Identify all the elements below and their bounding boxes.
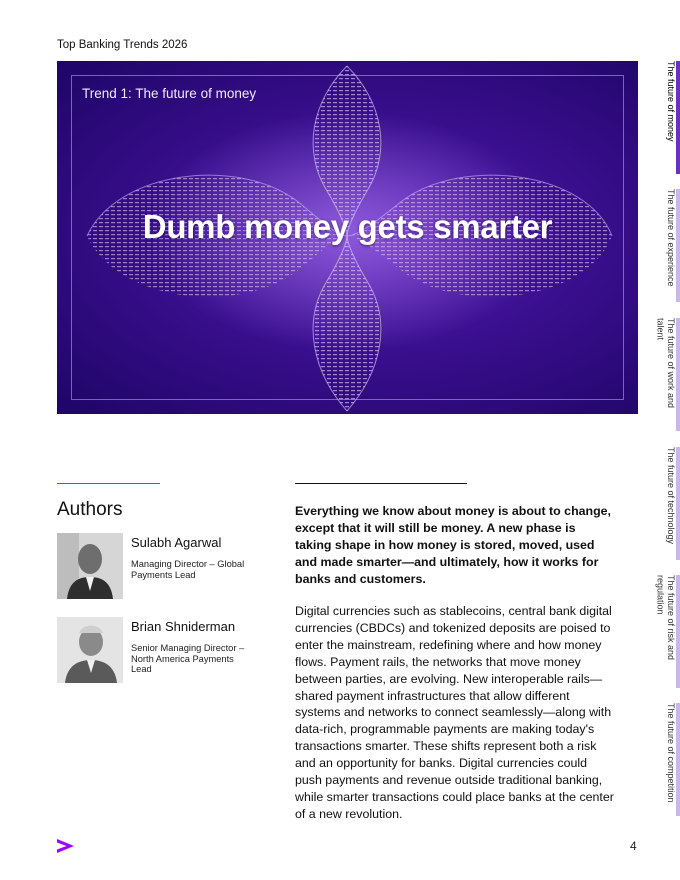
page-number: 4 [630,839,637,853]
nav-indicator [676,703,680,816]
article-body: Digital currencies such as stablecoins, central bank digital currencies (CBDCs) and tokenized deposits are poised to enter the mainstream, redefining where and how money flows. Payment rails, the networks that move money between parties, are evolving. New interoperable rails—shared payment infrastructures that allow different systems and networks to connect seamlessly—along with data-rich, programmable payments are making today's transactions smarter. These shifts represent both a risk and an opportunity for banks. Digital currencies could push payments and revenue outside traditional banking, while smarter transactions could place banks at the center of a new revolution. [295,604,614,821]
hero-banner [57,61,638,414]
nav-item-label: The future of technology [666,447,676,545]
author-photo [57,533,123,599]
nav-indicator [676,575,680,688]
section-side-nav [648,61,680,821]
author-name: Brian Shniderman [131,619,236,634]
nav-indicator [676,447,680,560]
trend-kicker: Trend 1: The future of money [82,86,257,101]
hero-title: Dumb money gets smarter [142,208,553,245]
authors-heading: Authors [57,499,123,520]
nav-item-label: The future of money [666,61,676,142]
nav-indicator [676,318,680,431]
running-title: Top Banking Trends 2026 [57,39,188,51]
nav-item-experience[interactable] [648,189,680,302]
nav-item-label: The future of competition [666,703,676,803]
author-role: Managing Director – Global Payments Lead [131,559,245,580]
authors-divider [57,483,160,484]
nav-item-competition[interactable] [648,703,680,816]
author-photo [57,617,123,683]
nav-indicator [676,61,680,174]
nav-indicator [676,189,680,302]
author-name: Sulabh Agarwal [131,535,222,550]
nav-item-label: The future of risk and regulation [655,575,676,661]
nav-item-risk-and-regulation[interactable] [648,575,680,688]
article-lead: Everything we know about money is about to change, except that it will still be money. A new phase is taking shape in how money is stored, moved, used and made smarter—and ultimately, how it works for banks and customers. [295,504,612,586]
article-divider [295,483,467,484]
accenture-logo-icon [56,836,76,856]
nav-item-label: The future of experience [666,189,676,287]
nav-item-work-and-talent[interactable] [648,318,680,431]
nav-item-money[interactable] [648,61,680,174]
nav-item-technology[interactable] [648,447,680,560]
nav-item-label: The future of work and talent [655,318,676,409]
author-role: Senior Managing Director – North America Payments Lead [131,643,245,675]
